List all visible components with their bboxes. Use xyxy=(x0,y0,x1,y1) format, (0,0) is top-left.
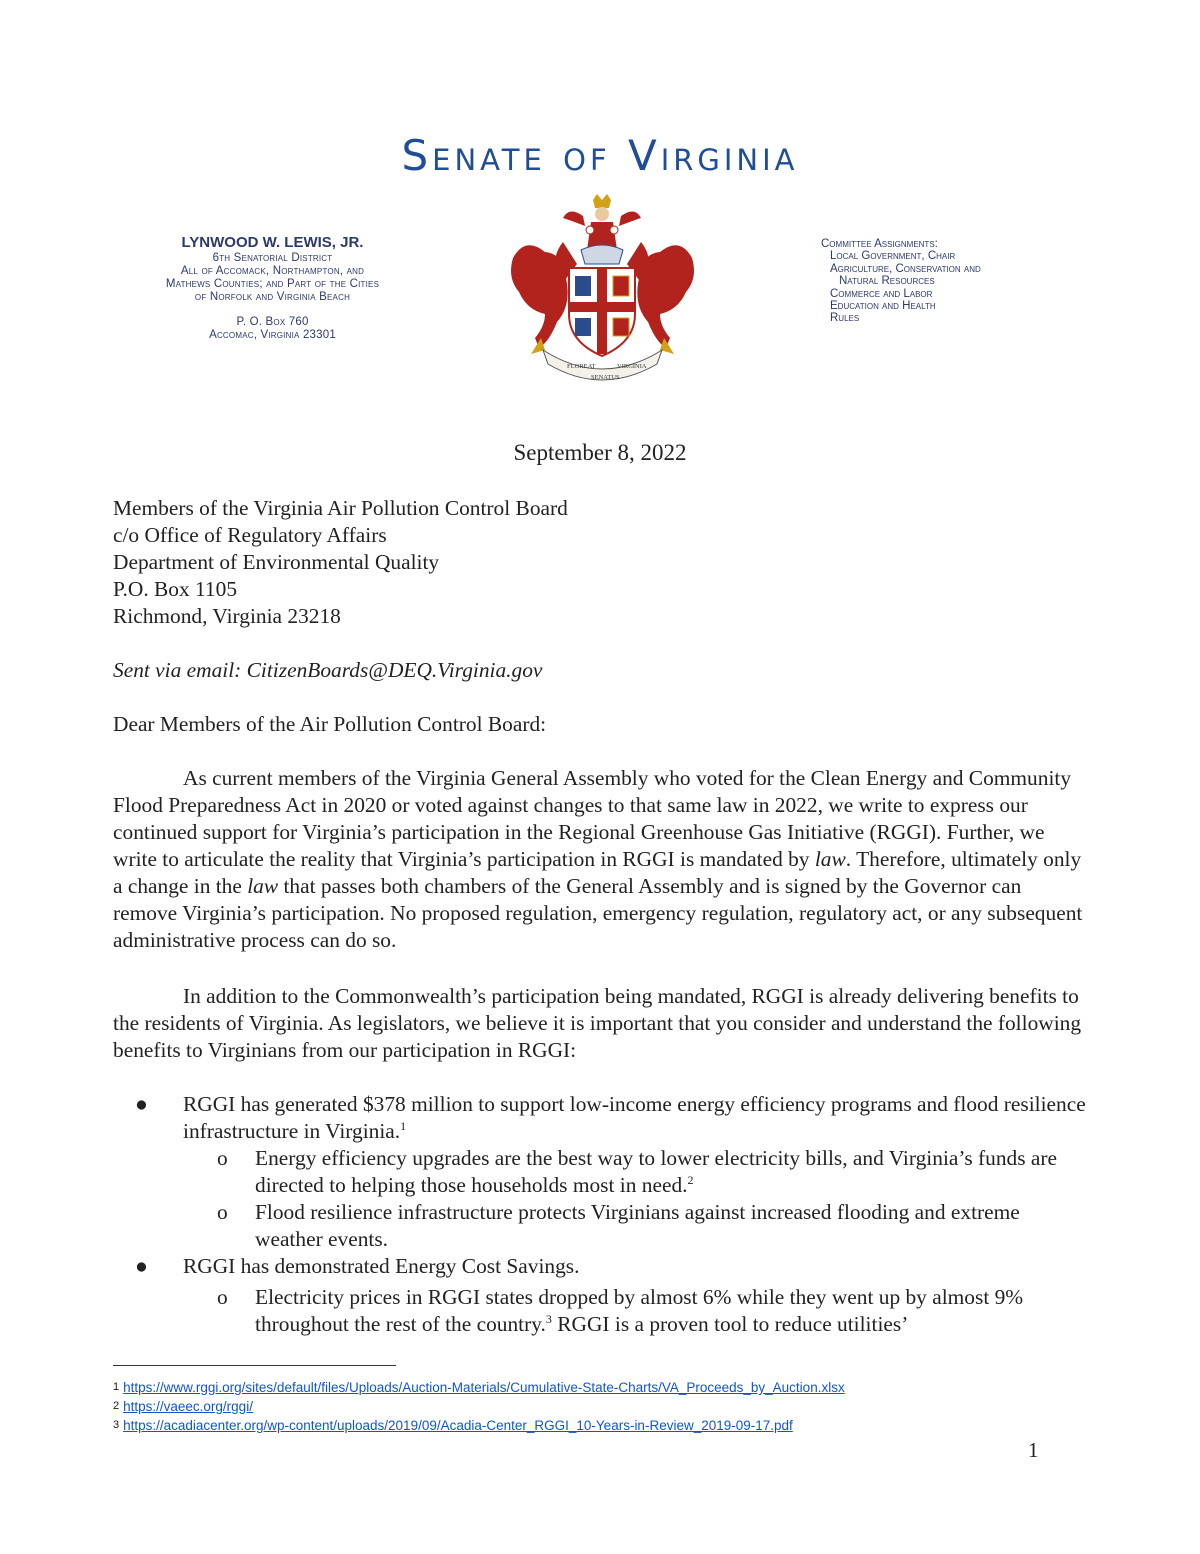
footnote xyxy=(113,1416,1093,1435)
salutation: Dear Members of the Air Pollution Control Board: xyxy=(113,712,547,736)
bullet-icon: ● xyxy=(135,1254,148,1278)
emphasis-law: law xyxy=(247,874,279,898)
paragraph-1-text: As current members of the Virginia General Assembly who voted for the Clean Energy and Community Flood Preparedness Act in 2020 or voted against changes to that same law in 2022, we write to express our continued support for Virginia’s participation in the Regional Greenhouse Gas Initiative (RGGI). Further, we write to articulate the reality that Virginia’s participation in RGGI is mandated by xyxy=(113,766,1072,871)
committee-heading: Committee Assignments: xyxy=(821,238,938,250)
footnote-link[interactable]: https://acadiacenter.org/wp-content/uploads/2019/09/Acadia-Center_RGGI_10-Years-in-Review_2019-09-17.pdf xyxy=(123,1418,793,1433)
list-item xyxy=(113,1091,1088,1145)
emphasis-law: law xyxy=(814,847,846,871)
sub-list-item xyxy=(113,1145,1088,1199)
committee-item: Natural Resources xyxy=(839,275,935,288)
paragraph-1 xyxy=(113,765,1088,954)
paragraph-1-text: . Therefore, ultimately only a change in the xyxy=(113,847,1082,898)
paragraph-2: In addition to the Commonwealth’s participation being mandated, RGGI is already delivering benefits to the residents of Virginia. As legislators, we believe it is important that you consider and understand the following benefits to Virginians from our participation in RGGI: xyxy=(113,984,1082,1062)
sub-bullet-icon: o xyxy=(217,1200,228,1224)
paragraph-1-text: that passes both chambers of the General Assembly and is signed by the Governor can remove Virginia’s participation. No proposed regulation, emergency regulation, regulatory act, or any subsequent administrative process can do so. xyxy=(113,874,1083,952)
senator-district: 6th Senatorial District xyxy=(212,252,333,264)
footnote-link[interactable]: https://vaeec.org/rggi/ xyxy=(123,1399,253,1414)
footnote-link[interactable]: https://www.rggi.org/sites/default/files/Uploads/Auction-Materials/Cumulative-State-Charts/VA_Proceeds_by_Auction.xlsx xyxy=(123,1380,845,1395)
senator-area-line: Mathews Counties; and Part of the Cities xyxy=(165,278,380,290)
letter-date: September 8, 2022 xyxy=(513,440,687,465)
footnote xyxy=(113,1397,1093,1416)
footnote-number: 3 xyxy=(113,1419,120,1431)
address-line: Richmond, Virginia 23218 xyxy=(113,604,341,628)
committee-block xyxy=(821,238,1101,325)
senator-po-box: P. O. Box 760 xyxy=(236,316,309,328)
senator-area-line: of Norfolk and Virginia Beach xyxy=(194,291,351,303)
footnote-ref: 3 xyxy=(545,1311,552,1326)
recipient-address xyxy=(113,495,1088,630)
virginia-senate-seal-icon xyxy=(505,192,700,384)
list-item-text: RGGI has generated $378 million to support low-income energy efficiency programs and flood resilience infrastructure in Virginia. xyxy=(183,1092,1086,1143)
footnote-divider xyxy=(113,1365,396,1366)
footnote xyxy=(113,1378,1093,1397)
committee-item: Rules xyxy=(830,312,860,325)
committee-item: Local Government, Chair xyxy=(830,250,956,263)
seal-motto-right: VIRGINIA xyxy=(617,363,647,370)
senate-title: Senate of Virginia xyxy=(401,131,799,180)
footnote-ref: 2 xyxy=(687,1172,694,1187)
seal-motto-left: FLOREAT xyxy=(567,363,596,370)
sub-bullet-icon: o xyxy=(217,1285,228,1309)
address-line: c/o Office of Regulatory Affairs xyxy=(113,523,387,547)
footnotes xyxy=(113,1378,1093,1435)
senator-area-line: All of Accomack, Northampton, and xyxy=(180,265,365,277)
address-line: Members of the Virginia Air Pollution Control Board xyxy=(113,496,568,520)
senator-block xyxy=(120,234,425,342)
benefits-list xyxy=(113,1091,1088,1338)
sub-list-item-text: Energy efficiency upgrades are the best way to lower electricity bills, and Virginia’s funds are directed to helping those households most in need. xyxy=(255,1146,1057,1197)
committee-item: Education and Health xyxy=(830,300,936,313)
committee-item: Agriculture, Conservation and xyxy=(830,262,981,275)
sub-list-item xyxy=(113,1199,1088,1253)
footnote-number: 2 xyxy=(113,1400,120,1412)
sub-list-item xyxy=(113,1284,1088,1338)
address-line: Department of Environmental Quality xyxy=(113,550,440,574)
sub-bullet-icon: o xyxy=(217,1146,228,1170)
footnote-ref: 1 xyxy=(400,1118,407,1133)
senator-city: Accomac, Virginia 23301 xyxy=(209,329,336,341)
page-number: 1 xyxy=(1028,1438,1039,1462)
seal-motto-bottom: SENATUS xyxy=(591,374,620,381)
address-line: P.O. Box 1105 xyxy=(113,577,238,601)
list-item-text: RGGI has demonstrated Energy Cost Savings. xyxy=(183,1254,580,1278)
list-item xyxy=(113,1253,1088,1280)
sub-list-item-text: RGGI is a proven tool to reduce utilities’ xyxy=(551,1312,909,1336)
bullet-icon: ● xyxy=(135,1092,148,1116)
email-line: Sent via email: CitizenBoards@DEQ.Virginia.gov xyxy=(113,658,543,682)
sub-list-item-text: Flood resilience infrastructure protects Virginians against increased flooding and extreme weather events. xyxy=(255,1200,1020,1251)
senator-name: LYNWOOD W. LEWIS, JR. xyxy=(181,234,364,251)
committee-item: Commerce and Labor xyxy=(830,287,933,300)
footnote-number: 1 xyxy=(113,1381,120,1393)
sub-list-item-text: Electricity prices in RGGI states dropped by almost 6% while they went up by almost 9% throughout the rest of the country. xyxy=(255,1285,1024,1336)
